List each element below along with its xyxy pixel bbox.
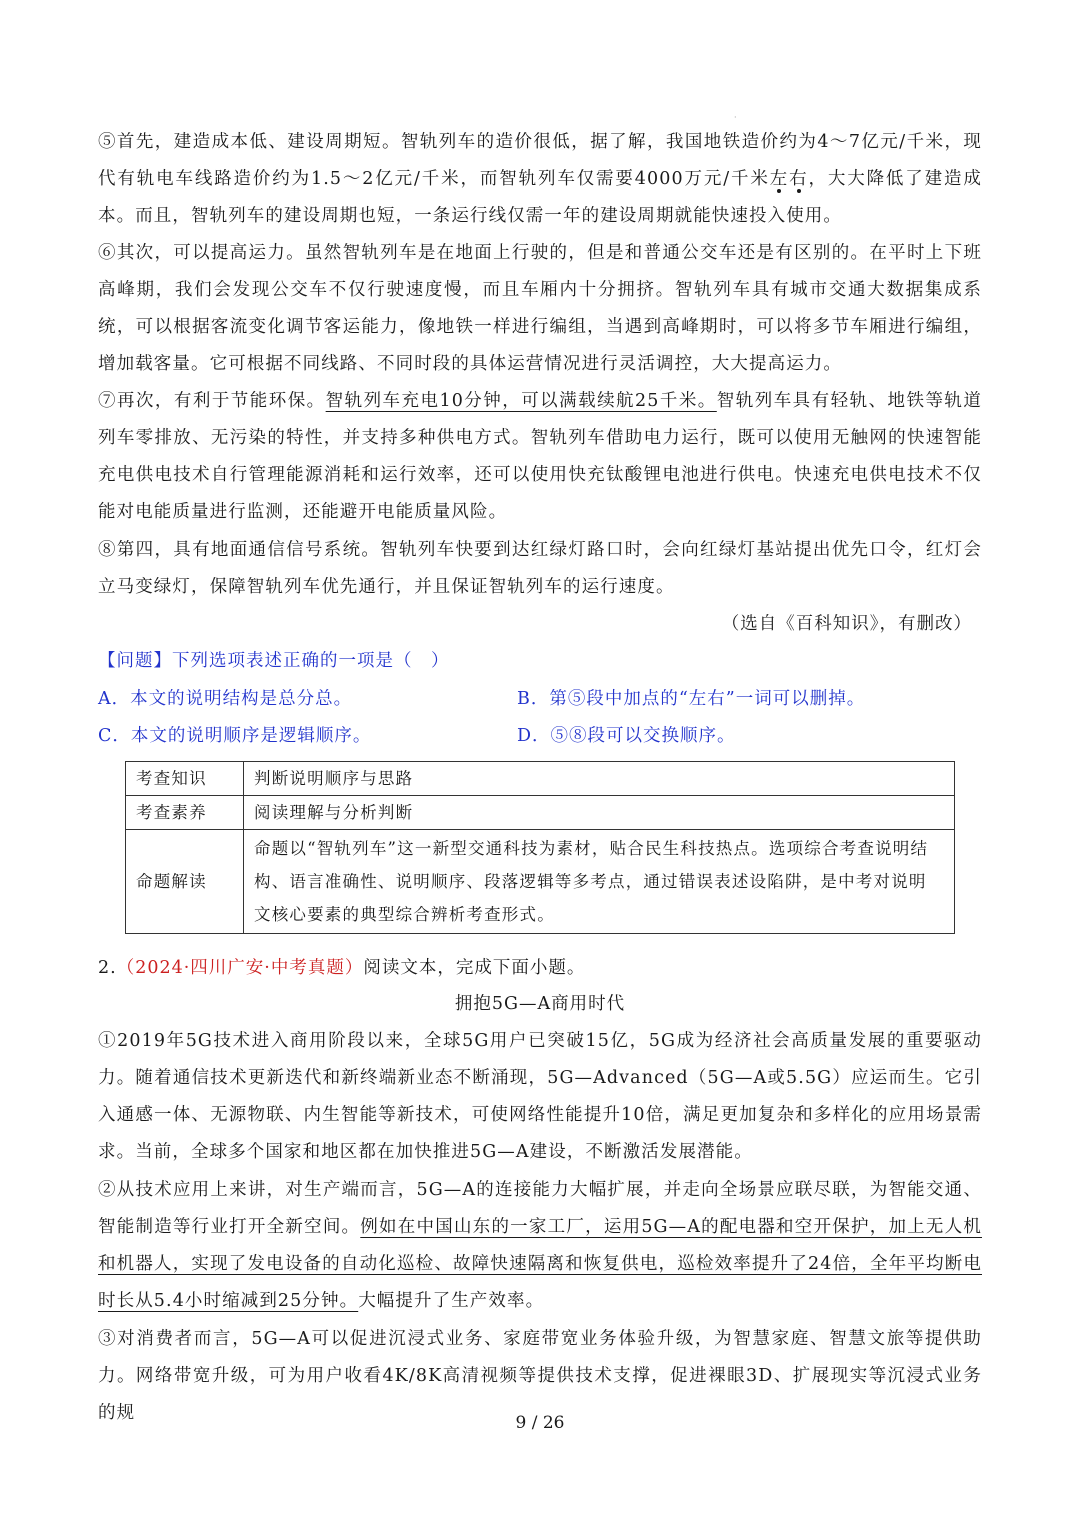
underlined-sentence: 智轨列车充电10分钟，可以满载续航25千米。 (325, 391, 717, 411)
corner-mark: · (734, 113, 737, 122)
article-paragraph-2 (98, 1172, 982, 1320)
question-source: 2024·四川广安·中考真题 (135, 958, 345, 978)
table-value: 判断说明顺序与思路 (244, 762, 955, 796)
analysis-table (125, 761, 955, 934)
question-stem: 【问题】下列选项表述正确的一项是（ ） (98, 651, 450, 671)
table-row (126, 796, 955, 830)
article-title: 拥抱5G—A商用时代 (454, 994, 626, 1014)
source-open: （ (116, 958, 136, 978)
table-value: 阅读理解与分析判断 (244, 796, 955, 830)
question-instruction: 阅读文本，完成下面小题。 (363, 958, 586, 978)
article-paragraph-2-text-end: 大幅提升了生产效率。 (358, 1291, 545, 1311)
paragraph-7 (98, 383, 982, 531)
article-paragraph-3: ③对消费者而言，5G—A可以促进沉浸式业务、家庭带宽业务体验升级，为智慧家庭、智慧文旅等提供助力。网络带宽升级，可为用户收看4K/8K高清视频等提供技术支撑，促进裸眼3D、扩展现实等沉浸式业务的规 (98, 1329, 982, 1423)
paragraph-5-text: ⑤首先，建造成本低、建设周期短。智轨列车的造价很低，据了解，我国地铁造价约为4～7亿元/千米，现代有轨电车线路造价约为1.5～2亿元/千米，而智轨列车仅需要4000万元/千米 (98, 132, 982, 189)
question-number: 2. (98, 958, 117, 978)
underlined-sentence: 例如在中国山东的一家工厂，运用5G—A的配电器和空开保护，加上无人机和机器人，实现了发电设备的自动化巡检、故障快速隔离和恢复供电，巡检效率提升了24倍，全年平均断电时长从5.4小时缩减到25分钟。 (98, 1217, 982, 1311)
article-paragraph-2-text: ②从技术应用上来讲，对生产端而言，5G—A的连接能力大幅扩展，并走向全场景应联尽联，为智能交通、智能制造等行业打开全新空间。 (98, 1180, 982, 1237)
option-c: C．本文的说明顺序是逻辑顺序。 (98, 726, 372, 746)
option-b: B．第⑤段中加点的“左右”一词可以删掉。 (517, 689, 866, 709)
dotted-char-you: 右 (789, 169, 809, 189)
table-key: 命题解读 (126, 830, 244, 934)
dotted-char-zuo: 左 (769, 169, 790, 189)
table-row (126, 762, 955, 796)
page-number: 9 / 26 (515, 1413, 565, 1433)
source-close: ） (344, 958, 364, 978)
article-paragraph-1: ①2019年5G技术进入商用阶段以来，全球5G用户已突破15亿，5G成为经济社会高质量发展的重要驱动力。随着通信技术更新迭代和新终端新业态不断涌现，5G—Advanced（5G—A或5.5G）应运而生。它引入通感一体、无源物联、内生智能等新技术，可使网络性能提升10倍，满足更加复杂和多样化的应用场景需求。当前，全球多个国家和地区都在加快推进5G—A建设，不断激活发展潜能。 (98, 1031, 982, 1162)
option-a: A．本文的说明结构是总分总。 (98, 689, 353, 709)
table-key: 考查素养 (126, 796, 244, 830)
question-2-header (98, 950, 585, 987)
paragraph-7-text-end: 智轨列车具有轻轨、地铁等轨道列车零排放、无污染的特性，并支持多种供电方式。智轨列车借助电力运行，既可以使用无触网的快速智能充电供电技术自行管理能源消耗和运行效率，还可以使用快充钛酸锂电池进行供电。快速充电供电技术不仅能对电能质量进行监测，还能避开电能质量风险。 (98, 391, 982, 522)
paragraph-7-text: ⑦再次，有利于节能环保。 (98, 391, 326, 411)
table-key: 考查知识 (126, 762, 244, 796)
paragraph-8: ⑧第四，具有地面通信信号系统。智轨列车快要到达红绿灯路口时，会向红绿灯基站提出优先口令，红灯会立马变绿灯，保障智轨列车优先通行，并且保证智轨列车的运行速度。 (98, 540, 982, 597)
option-d: D．⑤⑧段可以交换顺序。 (517, 726, 736, 746)
paragraph-5 (98, 124, 982, 235)
paragraph-5-text-end: ，大大降低了建造成本。而且，智轨列车的建设周期也短，一条运行线仅需一年的建设周期就能快速投入使用。 (98, 169, 982, 226)
source-citation: （选自《百科知识》，有删改） (721, 614, 972, 634)
table-row (126, 830, 955, 934)
table-value: 命题以“智轨列车”这一新型交通科技为素材，贴合民生科技热点。选项综合考查说明结构、语言准确性、说明顺序、段落逻辑等多考点，通过错误表述设陷阱，是中考对说明文核心要素的典型综合辨析考查形式。 (244, 830, 955, 934)
paragraph-6: ⑥其次，可以提高运力。虽然智轨列车是在地面上行驶的，但是和普通公交车还是有区别的。在平时上下班高峰期，我们会发现公交车不仅行驶速度慢，而且车厢内十分拥挤。智轨列车具有城市交通大数据集成系统，可以根据客流变化调节客运能力，像地铁一样进行编组，当遇到高峰期时，可以将多节车厢进行编组，增加载客量。它可根据不同线路、不同时段的具体运营情况进行灵活调控，大大提高运力。 (98, 243, 982, 374)
